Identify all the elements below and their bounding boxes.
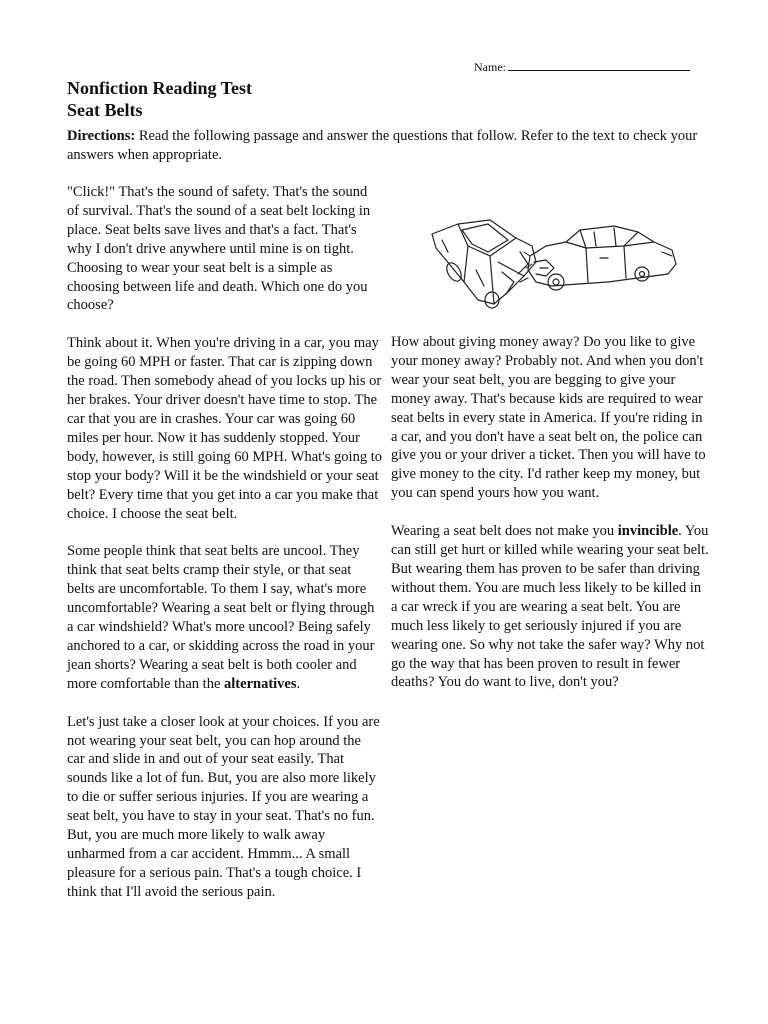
page-title: Nonfiction Reading Test [67, 78, 253, 98]
passage-paragraph: Let's just take a closer look at your choices. If you are not wearing your seat belt, you can hop around the car and slide in and out of your seat easily. That sounds like a lot of fun. But, you are also more likely to die or suffer serious injuries. If you are wearing a seat belt, you have to stay in your seat. That's no fun. But, you are much more likely to walk away unharmed from a car accident. Hmmm... A small pleasure for a serious pain. That's a tough choice. I think that I'll avoid the serious pain. [67, 713, 380, 900]
passage-right-column [391, 333, 709, 711]
directions-label: Directions: [67, 128, 136, 144]
paragraph-text: . You can still get hurt or killed while wearing your seat belt. But wearing them has proven to be safer than driving without them. You are much less likely to be killed in a car wreck if you are wearing a seat belt. You are much less likely to get seriously injured if you are wearing one. So why not take the safer way? Why not go the way that has been proven to result in fewer deaths? You do want to live, don't you? [391, 523, 709, 691]
passage-paragraph [391, 522, 709, 692]
paragraph-text: . [296, 675, 301, 692]
passage-left-column [67, 183, 382, 921]
passage-paragraph [67, 542, 382, 693]
name-blank-line[interactable] [508, 58, 690, 71]
passage-paragraph: Think about it. When you're driving in a car, you may be going 60 MPH or faster. That car is zipping down the road. Then somebody ahead of you locks up his or her brakes. Your driver doesn't have time to stop. The car that you are in crashes. Your car was going 60 miles per hour. Now it has suddenly stopped. Your body, however, is still going 60 MPH. What's going to stop your body? Will it be the windshield or your seat belt? Every time that you get into a car you make that choice. I choose the seat belt. [67, 335, 382, 522]
directions-text: Read the following passage and answer the questions that follow. Refer to the text to check your answers when appropriate. [67, 128, 698, 163]
passage-paragraph: "Click!" That's the sound of safety. That's the sound of survival. That's the sound of a seat belt locking in place. Seat belts save lives and that's a fact. That's why I don't drive anywhere until mine is on tight. Choosing to wear your seat belt is a simple as choosing between life and death. Which one do you choose? [67, 184, 371, 314]
name-label: Name: [474, 60, 506, 74]
paragraph-text: Some people think that seat belts are uncool. They think that seat belts cramp their style, or that seat belts are uncomfortable. To them I say, what's more uncomfortable? Wearing a seat belt or flying through a car windshield? What's more uncool? Being safely anchored to a car, or skidding across the road in your jean shorts? Wearing a seat belt is both cooler and more comfortable than the [67, 543, 375, 692]
vocab-word-alternatives: alternatives [224, 675, 297, 692]
paragraph-text: Wearing a seat belt does not make you [391, 523, 618, 540]
car-crash-illustration [428, 212, 680, 312]
passage-paragraph: How about giving money away? Do you like to give your money away? Probably not. And when you don't wear your seat belt, you are begging to give your money away. That's because kids are required to wear seat belts in every state in America. If you're riding in a car, and you don't have a seat belt on, the police can give you or your driver a ticket. Then you will have to give money to the city. I'd rather keep my money, but you can spend yours how you want. [391, 334, 706, 502]
name-field[interactable] [474, 58, 690, 75]
car-crash-drawing-icon [428, 212, 680, 312]
vocab-word-invincible: invincible [617, 523, 679, 540]
page-subtitle: Seat Belts [67, 100, 143, 120]
directions [67, 127, 707, 165]
page-title-block [67, 77, 252, 121]
